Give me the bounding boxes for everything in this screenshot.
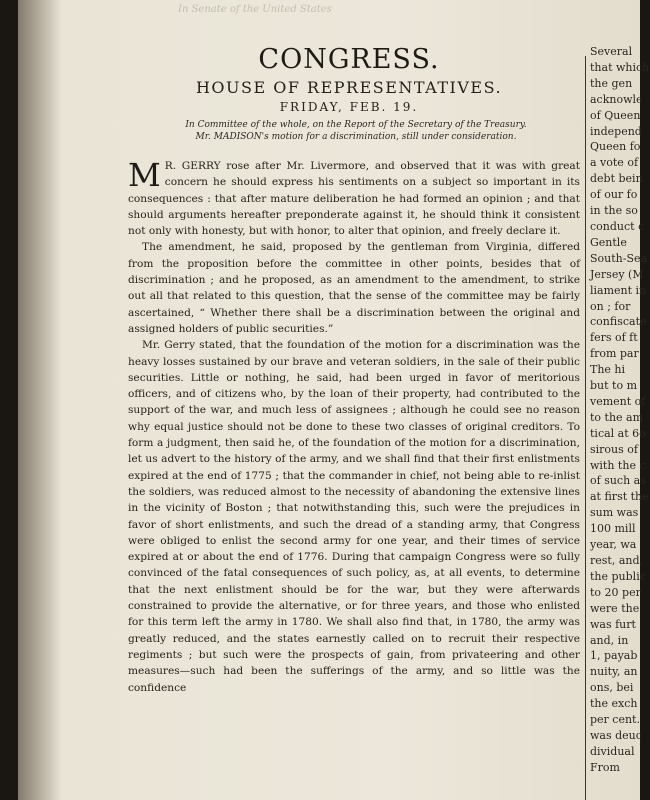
adjacent-column-line: on ; for: [590, 299, 631, 313]
paragraph-1: [128, 158, 580, 239]
section-title: CONGRESS.: [258, 44, 440, 75]
main-column: [118, 0, 580, 800]
paragraph-2: The amendment, he said, proposed by the gentleman from Virginia, differed from the proposition before the committee in other points, besides that of discrimination ; and he proposed, as an amendment to the amendment, to strike out all that related to this question, that the sense of the committee may be fairly ascertained, “ Whether there shall be a discrimination between the original and assigned holders of public securities.”: [128, 241, 580, 335]
adjacent-column-line: a vote of: [590, 156, 639, 170]
committee-intro-line-2: Mr. MADISON's motion for a discrimination, still under consideration.: [195, 132, 517, 142]
adjacent-column-line: Jersey (M: [590, 267, 644, 281]
dateline: FRIDAY, FEB. 19.: [279, 100, 419, 114]
adjacent-column-line: to the am: [590, 410, 644, 424]
adjacent-column-line: the exch: [590, 697, 638, 711]
adjacent-column-line: sum was: [590, 506, 639, 520]
adjacent-column-line: debt bein: [590, 172, 643, 186]
adjacent-column-line: that which: [590, 60, 650, 74]
adjacent-column-line: conduct c: [590, 219, 645, 233]
adjacent-column-line: tical at 6o: [590, 426, 646, 440]
adjacent-column-line: in the so: [590, 204, 638, 218]
section-subtitle: HOUSE OF REPRESENTATIVES.: [195, 78, 503, 97]
adjacent-column-line: was furt: [590, 617, 636, 631]
paragraph-3: Mr. Gerry stated, that the foundation of the motion for a discrimination was the heavy losses sustained by our brave and veteran soldiers, in the sale of their public securities. Little or nothing, he said, had been urged in favor of meritorious officers, and of citizens who, by the loan of their property, had contributed to the support of the war, and much less of assignees ; although he could see no reason why equal justice should not be done to these two classes of original creditors. To form a judgment, then said he, of the foundation of the motion for a discrimination, let us advert to the history of the army, and we shall find that their first enlistments expired at the end of 1775 ; that the commander in chief, not being able to re-inlist the soldiers, was reduced almost to the necessity of abandoning the extensive lines in the vicinity of Boston ; that notwithstanding this, such were the prejudices in favor of short enlistments, and such the dread of a standing army, that Congress were obliged to enlist the second army for one year, and their times of service expired at or about the end of 1776. During that campaign Congress were so fully convinced of the fatal consequences of such policy, as, at all events, to determine that the next enlistment should be for the war, but they were afterwards constrained to provide the alternative, or for three years, and those who enlisted for this term left the army in 1780. We shall also find that, in 1780, the army was greatly reduced, and the states earnestly called on to recruit their respective regiments ; but such were the prospects of gain, from privateering and other measures—such had been the sufferings of the army, and so little was the confidence: [128, 339, 580, 694]
adjacent-column-line: The hi: [590, 363, 626, 377]
adjacent-column-line: dividual: [590, 744, 635, 758]
adjacent-column-line: confiscate: [590, 315, 647, 329]
adjacent-column-line: to 20 per: [590, 585, 641, 599]
adjacent-column-line: of such as: [590, 474, 646, 488]
newspaper-page: [18, 0, 650, 800]
adjacent-column-line: Gentle: [590, 235, 627, 249]
adjacent-column-line: 1, payab: [590, 649, 638, 663]
adjacent-column-line: liament in: [590, 283, 647, 297]
adjacent-column: [590, 44, 650, 800]
article-body: [128, 158, 580, 696]
adjacent-column-line: vement of: [590, 394, 646, 408]
adjacent-column-line: the gen: [590, 76, 633, 90]
adjacent-column-line: From: [590, 760, 620, 774]
adjacent-column-line: was deuc: [590, 728, 642, 742]
adjacent-column-line: independ: [590, 124, 642, 138]
column-divider: [585, 56, 586, 800]
adjacent-column-line: rest, and,: [590, 554, 644, 567]
page-fold-shadow: [18, 0, 62, 800]
committee-intro-line-1: In Committee of the whole, on the Report of the Secretary of the Treasury.: [185, 120, 527, 130]
adjacent-column-line: but to m: [590, 379, 638, 393]
adjacent-column-line: South-Sea: [590, 251, 648, 265]
adjacent-column-line: with the c: [590, 458, 646, 472]
adjacent-column-line: nuity, an: [590, 665, 638, 679]
drop-cap: M: [128, 156, 161, 194]
adjacent-column-line: the public: [590, 569, 646, 583]
adjacent-column-line: Several: [590, 45, 633, 58]
adjacent-column-line: acknowle: [590, 92, 643, 106]
committee-intro: [132, 119, 580, 143]
bleed-through-text: In Senate of the United States: [178, 4, 332, 15]
adjacent-column-line: sirous of: [590, 442, 638, 456]
adjacent-column-line: were the: [590, 601, 640, 615]
adjacent-column-line: ons, bei: [590, 681, 634, 695]
adjacent-column-line: per cent.: [590, 713, 640, 727]
paragraph-1-text: R. GERRY rose after Mr. Livermore, and observed that it was with great concern he should express his sentiments on a subject so important in its consequences : that after mature deliberation he had formed an opinion ; and that should arguments hereafter preponderate against it, he should think it consistent not only with honesty, but with honor, to alter that opinion, and freely declare it.: [128, 160, 580, 238]
adjacent-column-line: at first the: [590, 490, 649, 504]
adjacent-column-line: of Queen: [590, 108, 641, 122]
adjacent-column-line: and, in: [590, 633, 629, 647]
adjacent-column-line: 100 mill: [590, 522, 636, 536]
adjacent-column-line: fers of ft: [590, 331, 638, 345]
adjacent-column-line: Queen fo: [590, 140, 641, 154]
adjacent-column-line: of our fo: [590, 188, 638, 202]
adjacent-column-line: from par: [590, 347, 639, 361]
adjacent-column-line: year, wa: [590, 538, 637, 552]
